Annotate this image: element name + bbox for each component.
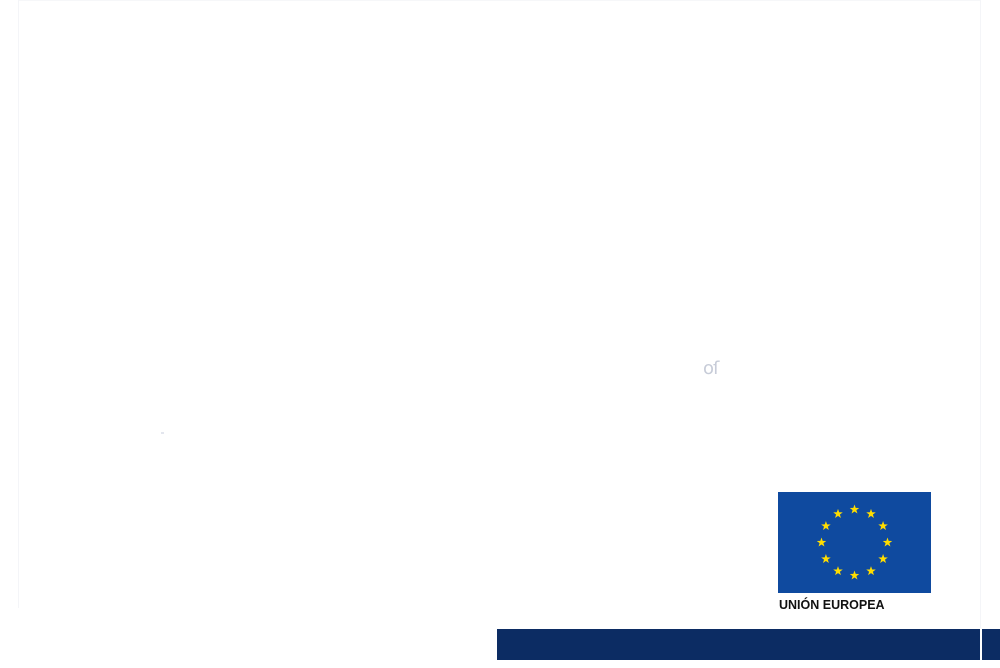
faint-watermark-text: oſ — [703, 358, 719, 379]
footer-bar-end — [982, 629, 1000, 660]
frame-left-border — [18, 0, 19, 608]
footer-bar — [497, 629, 980, 660]
eu-flag-icon — [778, 492, 931, 593]
frame-top-border — [18, 0, 981, 1]
faint-dot — [161, 432, 164, 434]
frame-right-border — [980, 0, 981, 628]
eu-label: UNIÓN EUROPEA — [779, 598, 885, 612]
